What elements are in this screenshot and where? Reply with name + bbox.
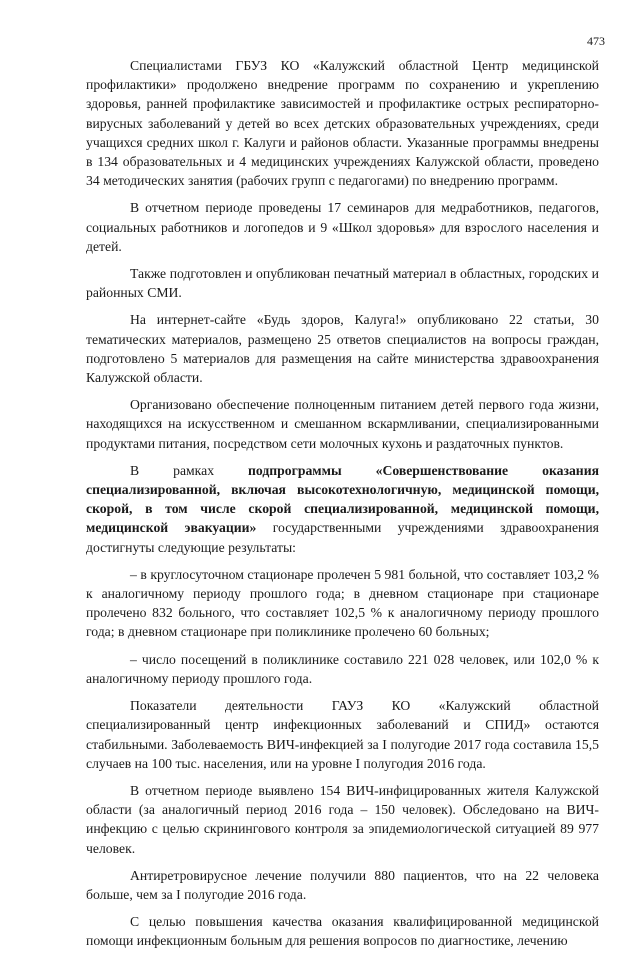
subprogram-intro: В рамках xyxy=(130,462,249,478)
paragraph-infant-nutrition: Организовано обеспечение полноценным питанием детей первого года жизни, находящихся на искусственном и смешанном вскармливании, специализированными продуктами питания, посредством сети молочных кухонь и раздаточных пунктов. xyxy=(86,397,599,451)
paragraph-prevention-programs: Специалистами ГБУЗ КО «Калужский областной Центр медицинской профилактики» продолжено внедрение программ по сохранению и укреплению здоровья, ранней профилактике зависимостей и профилактике острых респираторно-вирусных заболеваний у детей во всех детских образовательных учреждениях, среди учащихся средних школ г. Калуги и районов области. Указанные программы внедрены в 134 образовательных и 4 медицинских учреждениях Калужской области, проведено 34 методических занятия (рабочих групп с педагогами) по внедрению программ. xyxy=(86,58,599,189)
paragraph-seminars: В отчетном периоде проведены 17 семинаров для медработников, педагогов, социальных работников и логопедов и 9 «Школ здоровья» для взрослого населения и детей. xyxy=(86,200,599,254)
paragraph-antiretroviral: Антиретровирусное лечение получили 880 пациентов, что на 22 человека больше, чем за I полугодие 2016 года. xyxy=(86,867,599,902)
paragraph-printed-material: Также подготовлен и опубликован печатный материал в областных, городских и районных СМИ. xyxy=(86,266,599,301)
page-number: 473 xyxy=(587,34,605,48)
paragraph-quality-improvement: С целью повышения качества оказания квалифицированной медицинской помощи инфекционным больным для решения вопросов по диагностике, лечению xyxy=(86,914,599,949)
paragraph-hiv-detected: В отчетном периоде выявлено 154 ВИЧ-инфицированных жителя Калужской области (за аналогичный период 2016 года – 150 человек). Обследовано на ВИЧ-инфекцию с целью скринингового контроля за эпидемиологической ситуацией 89 977 человек. xyxy=(86,782,599,856)
paragraph-website: На интернет-сайте «Будь здоров, Калуга!» опубликовано 22 статьи, 30 тематических материалов, размещено 25 ответов специалистов на вопросы граждан, подготовлено 5 материалов для размещения на сайте министерства здравоохранения Калужской области. xyxy=(86,312,599,386)
list-item-clinic-visits: – число посещений в поликлинике составило 221 028 человек, или 102,0 % к аналогичному периоду прошлого года. xyxy=(86,651,599,686)
paragraph-aids-center: Показатели деятельности ГАУЗ КО «Калужский областной специализированный центр инфекционных заболеваний и СПИД» остаются стабильными. Заболеваемость ВИЧ-инфекцией за I полугодие 2017 года составила 15,5 случаев на 100 тыс. населения, или на уровне I полугодия 2016 года. xyxy=(86,698,599,771)
document-body xyxy=(86,56,599,959)
paragraph-subprogram xyxy=(86,461,599,557)
subprogram-outro: государственными учреждениями здравоохранения достигнуты следующие результаты: xyxy=(86,520,599,555)
subprogram-title: подпрограммы «Совершенствование оказания специализированной, включая высокотехнологичную, медицинской помощи, скорой, в том числе скорой специализированной, медицинской помощи, медицинской эвакуации» xyxy=(86,462,599,536)
list-item-hospital-stats: – в круглосуточном стационаре пролечен 5 981 больной, что составляет 103,2 % к аналогичному периоду прошлого года; в дневном стационаре при стационаре пролечено 832 больного, что составляет 102,5 % к аналогичному периоду прошлого года; в дневном стационаре при поликлинике пролечено 60 больных; xyxy=(86,566,599,640)
